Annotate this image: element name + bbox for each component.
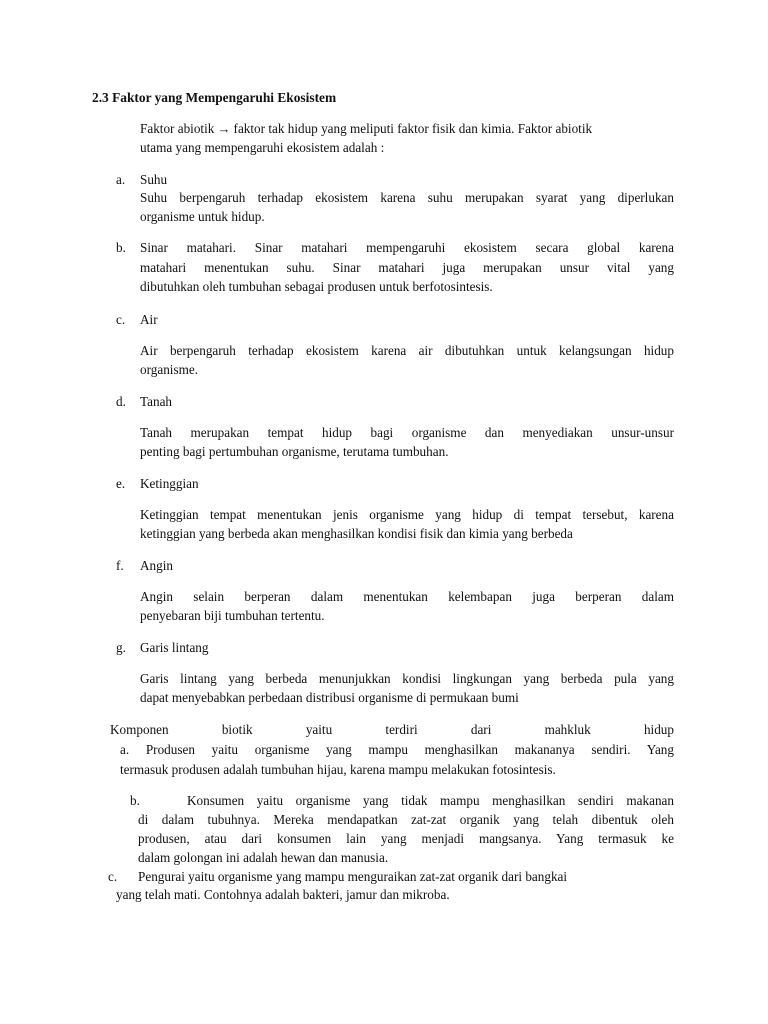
biotic-intro: Komponen biotik yaitu terdiri dari mahkluk hidup <box>110 722 674 737</box>
section-heading: 2.3 Faktor yang Mempengaruhi Ekosistem <box>92 90 337 105</box>
item-e-line-1: Ketinggian tempat menentukan jenis organisme yang hidup di tempat tersebut, karena <box>140 507 674 522</box>
item-c-marker: c. <box>116 312 126 327</box>
item-d-marker: d. <box>116 394 126 409</box>
item-f-line-1: Angin selain berperan dalam menentukan kelembapan juga berperan dalam <box>140 589 674 604</box>
item-g-marker: g. <box>116 640 126 655</box>
item-d-title: Tanah <box>140 394 173 409</box>
intro-line-1 <box>140 119 592 138</box>
intro-term: Faktor abiotik <box>140 121 215 136</box>
item-d-line-1: Tanah merupakan tempat hidup bagi organisme dan menyediakan unsur-unsur <box>140 425 674 440</box>
item-b-line-3: dibutuhkan oleh tumbuhan sebagai produsen untuk berfotosintesis. <box>140 279 493 294</box>
intro-line-1-rest: faktor tak hidup yang meliputi faktor fisik dan kimia. Faktor abiotik <box>233 121 593 136</box>
biotic-a-line-1: a. Produsen yaitu organisme yang mampu menghasilkan makananya sendiri. Yang <box>120 742 674 757</box>
item-b-line-2: matahari menentukan suhu. Sinar matahari juga merupakan unsur vital yang <box>140 260 674 275</box>
intro-line-2: utama yang mempengaruhi ekosistem adalah : <box>140 140 385 155</box>
item-g-line-2: dapat menyebabkan perbedaan distribusi organisme di permukaan bumi <box>140 690 519 705</box>
item-e-line-2: ketinggian yang berbeda akan menghasilkan kondisi fisik dan kimia yang berbeda <box>140 526 573 541</box>
item-c-line-1: Air berpengaruh terhadap ekosistem karena air dibutuhkan untuk kelangsungan hidup <box>140 343 674 358</box>
item-a-title: Suhu <box>140 172 168 187</box>
biotic-b-line-3: produsen, atau dari konsumen lain yang menjadi mangsanya. Yang termasuk ke <box>138 831 674 846</box>
biotic-c-marker: c. <box>108 869 118 884</box>
item-b-marker: b. <box>116 240 126 255</box>
item-e-marker: e. <box>116 476 126 491</box>
item-g-line-1: Garis lintang yang berbeda menunjukkan kondisi lingkungan yang berbeda pula yang <box>140 671 674 686</box>
item-c-line-2: organisme. <box>140 362 198 377</box>
item-f-marker: f. <box>116 558 124 573</box>
item-a-marker: a. <box>116 172 126 187</box>
item-d-line-2: penting bagi pertumbuhan organisme, terutama tumbuhan. <box>140 444 449 459</box>
item-e-title: Ketinggian <box>140 476 199 491</box>
item-a-line-1: Suhu berpengaruh terhadap ekosistem karena suhu merupakan syarat yang diperlukan <box>140 190 674 205</box>
item-f-title: Angin <box>140 558 173 573</box>
biotic-b-line-2: di dalam tubuhnya. Mereka mendapatkan zat-zat organik yang telah dibentuk oleh <box>138 812 674 827</box>
item-a-line-2: organisme untuk hidup. <box>140 209 265 224</box>
biotic-b-marker: b. <box>130 793 140 808</box>
biotic-a-line-2: termasuk produsen adalah tumbuhan hijau, karena mampu melakukan fotosintesis. <box>120 762 556 777</box>
biotic-c-line-1: Pengurai yaitu organisme yang mampu menguraikan zat-zat organik dari bangkai <box>138 869 568 884</box>
item-f-line-2: penyebaran biji tumbuhan tertentu. <box>140 608 325 623</box>
arrow-right-icon: → <box>217 121 231 136</box>
biotic-b-line-1: Konsumen yaitu organisme yang tidak mampu menghasilkan sendiri makanan <box>187 793 674 808</box>
biotic-b-line-4: dalam golongan ini adalah hewan dan manusia. <box>138 850 389 865</box>
item-g-title: Garis lintang <box>140 640 209 655</box>
biotic-c-line-2: yang telah mati. Contohnya adalah bakteri, jamur dan mikroba. <box>116 887 450 902</box>
item-b-line-1: Sinar matahari. Sinar matahari mempengaruhi ekosistem secara global karena <box>140 240 674 255</box>
item-c-title: Air <box>140 312 158 327</box>
